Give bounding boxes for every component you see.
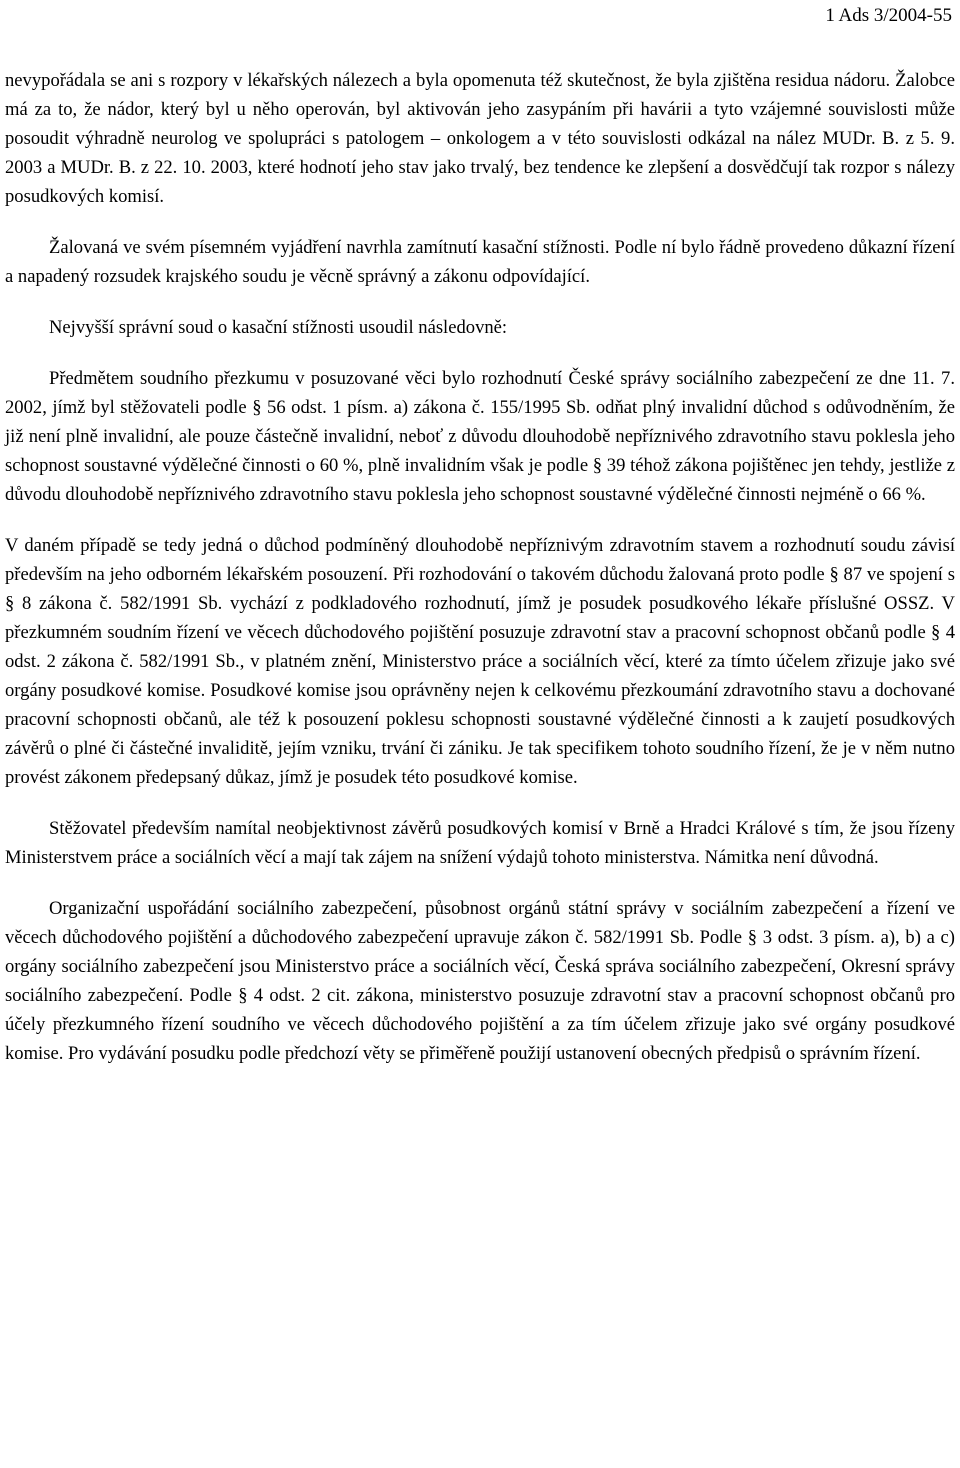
- paragraph-court-intro: Nejvyšší správní soud o kasační stížnosti usoudil následovně:: [49, 317, 508, 338]
- paragraph-continuation: nevypořádala se ani s rozpory v lékařských nálezech a byla opomenuta též skutečnost, že byla zjištěna residua nádoru. Žalobce má za to, že nádor, který byl u něho operován, byl aktivován jeho zasypáním při havárii a tyto vzájemné souvislosti může posoudit výhradně neurolog ve spolupráci s patologem – onkologem a v této souvislosti odkázal na nález MUDr. B. z 5. 9. 2003 a MUDr. B. z 22. 10. 2003, které hodnotí jeho stav jako trvalý, bez tendence ke zlepšení a dosvědčují tak rozpor s nálezy posudkových komisí.: [5, 70, 955, 207]
- paragraph-medical-assessment: V daném případě se tedy jedná o důchod podmíněný dlouhodobě nepříznivým zdravotním stavem a rozhodnutí soudu závisí především na jeho odborném lékařském posouzení. Při rozhodování o takovém důchodu žalovaná proto podle § 87 ve spojení s § 8 zákona č. 582/1991 Sb. vychází z podkladového rozhodnutí, jímž je posudek posudkového lékaře příslušné OSSZ. V přezkumném soudním řízení ve věcech důchodového pojištění posuzuje zdravotní stav a pracovní schopnost občanů podle § 4 odst. 2 zákona č. 582/1991 Sb., v platném znění, Ministerstvo práce a sociálních věcí, které za tímto účelem zřizuje jako své orgány posudkové komise. Posudkové komise jsou oprávněny nejen k celkovému přezkoumání zdravotního stavu a dochované pracovní schopnosti občanů, ale též k posouzení poklesu schopnosti soustavné výdělečné činnosti a k zaujetí posudkových závěrů o plné či částečné invaliditě, jejím vzniku, trvání či zániku. Je tak specifikem tohoto soudního řízení, že je v něm nutno provést zákonem předepsaný důkaz, jímž je posudek této posudkové komise.: [5, 535, 955, 788]
- paragraph-objection: Stěžovatel především namítal neobjektivnost závěrů posudkových komisí v Brně a Hradci Králové s tím, že jsou řízeny Ministerstvem práce a sociálních věcí a mají tak zájem na snížení výdajů tohoto ministerstva. Námitka není důvodná.: [5, 818, 955, 868]
- paragraph-defendant-statement: Žalovaná ve svém písemném vyjádření navrhla zamítnutí kasační stížnosti. Podle ní bylo řádně provedeno důkazní řízení a napadený rozsudek krajského soudu je věcně správný a zákonu odpovídající.: [5, 237, 955, 287]
- case-reference: 1 Ads 3/2004-55: [825, 5, 952, 26]
- paragraph-subject-of-review: Předmětem soudního přezkumu v posuzované věci bylo rozhodnutí České správy sociálního zabezpečení ze dne 11. 7. 2002, jímž byl stěžovateli podle § 56 odst. 1 písm. a) zákona č. 155/1995 Sb. odňat plný invalidní důchod s odůvodněním, že již není plně invalidní, ale pouze částečně invalidní, neboť z důvodu dlouhodobě nepříznivého zdravotního stavu poklesla jeho schopnost soustavné výdělečné činnosti o 60 %, plně invalidním však je podle § 39 téhož zákona pojištěnec jen tehdy, jestliže z důvodu dlouhodobě nepříznivého zdravotního stavu poklesla jeho schopnost soustavné výdělečné činnosti nejméně o 66 %.: [5, 368, 955, 505]
- paragraph-organization: Organizační uspořádání sociálního zabezpečení, působnost orgánů státní správy v sociálním zabezpečení a řízení ve věcech důchodového pojištění a důchodového zabezpečení upravuje zákon č. 582/1991 Sb. Podle § 3 odst. 3 písm. a), b) a c) orgány sociálního zabezpečení jsou Ministerstvo práce a sociálních věcí, Česká správa sociálního zabezpečení, Okresní správy sociálního zabezpečení. Podle § 4 odst. 2 cit. zákona, ministerstvo posuzuje zdravotní stav a pracovní schopnost občanů pro účely přezkumného řízení soudního ve věcech důchodového pojištění a za tím účelem zřizuje jako své orgány posudkové komise. Pro vydávání posudku podle předchozí věty se přiměřeně použijí ustanovení obecných předpisů o správním řízení.: [5, 898, 955, 1064]
- document-body: [5, 66, 955, 1068]
